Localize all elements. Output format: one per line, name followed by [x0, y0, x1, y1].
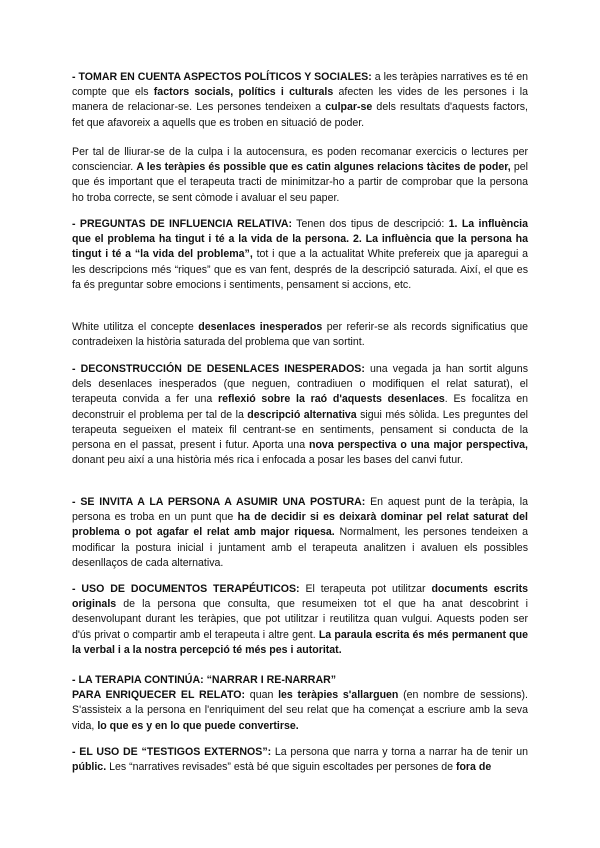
bold-text: les teràpies s'allarguen — [278, 689, 399, 702]
bold-text: La paraula escrita és més permanent que la verbal i a la nostra percepció té més pes i autoritat. — [72, 628, 528, 656]
body-text: donant peu així a una història més rica i enfocada a posar les bases del canvi futur. — [72, 454, 464, 467]
bold-text: lo que es y en lo que puede convertirse. — [97, 719, 299, 732]
bold-text: reflexió sobre la raó d'aquests desenlaces — [217, 393, 445, 406]
body-text: de la persona que consulta, que resumeixen tot el que ha anat descobrint i desenvolupant durant les teràpies, que pot utilitzar i reutilitza quan vulgui. Aquests poden ser d'ús privat o compartir amb el terapeuta i altre gent. — [72, 598, 528, 641]
paragraph-white — [72, 320, 528, 350]
section-heading: - LA TERAPIA CONTINÚA: “NARRAR I RE-NARRAR” — [72, 674, 337, 686]
paragraph-deconstruction — [72, 362, 528, 468]
body-text: pel que és important que el terapeuta tracti de minimitzar-ho a partir de comprobar que la persona ho troba correcte, se sent còmode i avaluar el seu paper. — [72, 161, 528, 204]
section-heading: - TOMAR EN CUENTA ASPECTOS POLÍTICOS Y SOCIALES: — [72, 71, 372, 83]
body-text: Normalment, les persones tendeixen a modificar la postura inicial i juntament amb el terapeuta analitzen i avaluen els possibles desenllaços de cada alternativa. — [72, 526, 529, 569]
section-heading: - PREGUNTAS DE INFLUENCIA RELATIVA: — [72, 218, 293, 230]
section-subheading: PARA ENRIQUECER EL RELATO: — [72, 689, 246, 702]
body-text: per referir-se als records significatius que contradeixen la història saturada del problema que van sortint. — [72, 321, 529, 349]
body-text: a les teràpies narratives es té en compte que els — [72, 71, 528, 99]
paragraph-posture — [72, 495, 528, 571]
section-heading: - SE INVITA A LA PERSONA A ASUMIR UNA POSTURA: — [72, 496, 366, 508]
section-heading: - DECONSTRUCCIÓN DE DESENLACES INESPERADOS: — [72, 363, 365, 375]
bold-text: ha de decidir si es deixarà dominar pel relat saturat del problema o pot agafar el relat amb major riquesa. — [72, 511, 528, 539]
paragraph-politics — [72, 70, 528, 131]
body-text: una vegada ja han sortit alguns dels desenlaces inesperados (que neguen, contradiuen o modifiquen el relat saturat), el terapeuta convida a fer una — [72, 363, 529, 406]
paragraph-witnesses — [72, 745, 528, 775]
paragraph-relative-influence — [72, 217, 528, 293]
bold-text: culpar-se — [325, 101, 373, 114]
body-text: Tenen dos tipus de descripció: — [292, 218, 449, 230]
paragraph-documents — [72, 582, 528, 658]
body-text: dels resultats d'aquests factors, fet que afavoreix a aquells que es troben en situació de poder. — [72, 101, 529, 129]
bold-text: públic. — [72, 761, 107, 774]
bold-text: nova perspectiva o una major perspectiva, — [308, 439, 529, 452]
body-text: . Es focalitza en deconstruir el problema per tal de la — [72, 393, 528, 421]
body-text: afecten les vides de les persones i la manera de relacionar-se. Les persones tendeixen a — [72, 86, 528, 114]
bold-text: A les teràpies és possible que es catin algunes relacions tàcites de poder, — [136, 161, 511, 174]
section-heading: - USO DE DOCUMENTOS TERAPÉUTICOS: — [72, 583, 300, 595]
bold-text: documents escrits originals — [72, 583, 528, 611]
bold-text: 1. La influència que el problema ha tingut i té a la vida de la persona. 2. La influència que la persona ha tingut i té a “la vida del problema”, — [72, 218, 528, 261]
body-text: (en nombre de sessions). S'assisteix a la persona en l'enriquiment del seu relat que ha començat a escriure amb la seva vida, — [72, 689, 528, 732]
bold-text: descripció alternativa — [247, 408, 357, 421]
body-text: Per tal de lliurar-se de la culpa i la autocensura, es poden recomanar exercicis o lectures per conscienciar. — [72, 146, 528, 174]
body-text: En aquest punt de la teràpia, la persona es troba en un punt que — [72, 496, 528, 524]
body-text: tot i que a la actualitat White prefereix que ja aparegui a les descripcions més “riques” que es van fent, després de la descripció saturada. Així, el que es fa és preguntar sobre emocions i sentiments, pensament si accions, etc. — [72, 248, 528, 291]
bold-text: fora de — [455, 761, 492, 774]
paragraph-guilt — [72, 145, 528, 206]
body-text: quan — [245, 689, 279, 702]
body-text: El terapeuta pot utilitzar — [299, 583, 432, 595]
body-text: La persona que narra y torna a narrar ha de tenir un — [271, 746, 528, 758]
bold-text: desenlaces inesperados — [198, 321, 323, 333]
section-heading: - EL USO DE “TESTIGOS EXTERNOS”: — [72, 746, 272, 758]
bold-text: factors socials, polítics i culturals — [153, 86, 334, 99]
paragraph-narrate — [72, 673, 528, 734]
body-text: White utilitza el concepte — [72, 321, 199, 333]
body-text: sigui més sòlida. Les preguntes del terapeuta segueixen el mateix fil centrant-se en sentiments, pensament si conducta de la persona en el passat, present i futur. Aporta una — [72, 408, 528, 452]
body-text: Les “narratives revisades” està bé que siguin escoltades per persones de — [106, 761, 456, 774]
